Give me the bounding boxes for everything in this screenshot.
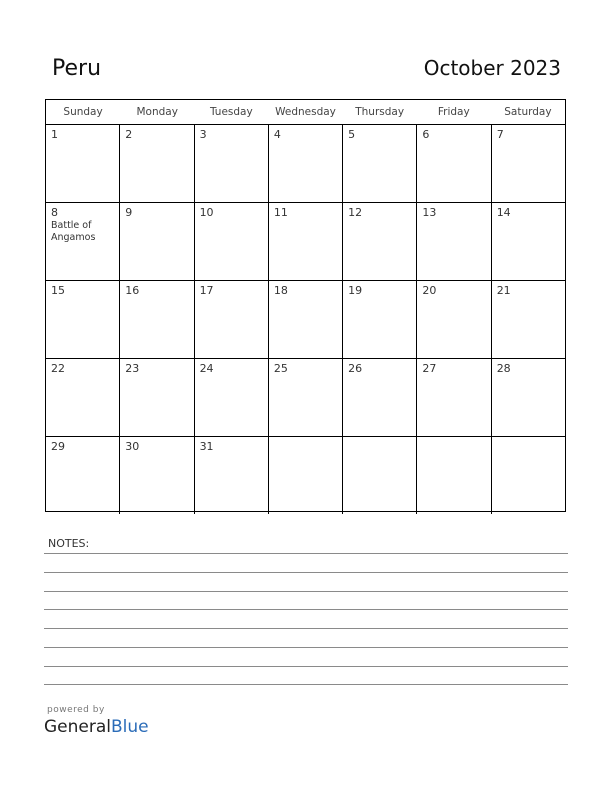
day-number: 10 <box>199 206 214 219</box>
weekday-header <box>46 100 565 125</box>
day-number: 16 <box>125 284 140 297</box>
day-number: 18 <box>273 284 288 297</box>
day-cell[interactable] <box>492 203 565 280</box>
week-row <box>46 203 565 281</box>
day-number: 11 <box>273 206 288 219</box>
note-line <box>44 684 568 685</box>
day-cell[interactable] <box>492 125 565 202</box>
country-title: Peru <box>52 56 102 81</box>
day-cell[interactable] <box>46 125 120 202</box>
day-number: 29 <box>51 440 65 453</box>
weekday-label: Monday <box>136 106 178 118</box>
day-number: 31 <box>199 440 214 453</box>
day-number: 12 <box>348 206 363 219</box>
month-year-title: October 2023 <box>423 56 561 80</box>
brand-blue: Blue <box>111 717 149 737</box>
week-row <box>46 281 565 359</box>
day-number: 3 <box>199 128 207 141</box>
day-number: 24 <box>199 362 214 375</box>
day-cell[interactable] <box>46 359 120 436</box>
powered-by-text: powered by <box>47 705 105 715</box>
day-cell[interactable] <box>195 281 269 358</box>
day-cell[interactable] <box>195 359 269 436</box>
day-cell[interactable] <box>492 437 565 514</box>
day-number: 17 <box>199 284 214 297</box>
day-cell[interactable] <box>269 437 343 514</box>
note-line <box>44 647 568 648</box>
day-cell[interactable] <box>343 125 417 202</box>
weekday-label: Tuesday <box>209 106 253 118</box>
day-cell[interactable] <box>269 125 343 202</box>
calendar-grid <box>45 99 566 512</box>
day-cell[interactable] <box>492 281 565 358</box>
day-cell[interactable] <box>120 203 194 280</box>
note-line <box>44 591 568 592</box>
day-cell[interactable] <box>46 437 120 514</box>
day-cell[interactable] <box>269 281 343 358</box>
day-number: 25 <box>273 362 288 375</box>
holiday-label: Battle of Angamos <box>51 220 96 243</box>
day-cell[interactable] <box>120 437 194 514</box>
day-number: 28 <box>496 362 511 375</box>
weekday-label: Friday <box>437 106 470 118</box>
day-cell[interactable] <box>195 125 269 202</box>
week-row <box>46 125 565 203</box>
day-number: 23 <box>125 362 140 375</box>
note-line <box>44 628 568 629</box>
day-cell[interactable] <box>120 125 194 202</box>
day-number: 30 <box>125 440 140 453</box>
generalblue-logo <box>44 717 149 737</box>
day-number: 7 <box>496 128 504 141</box>
day-number: 4 <box>273 128 281 141</box>
day-cell[interactable] <box>417 437 491 514</box>
weekday-label: Thursday <box>355 106 405 118</box>
day-number: 2 <box>125 128 133 141</box>
day-cell[interactable] <box>492 359 565 436</box>
day-number: 26 <box>348 362 363 375</box>
weekday-label: Sunday <box>63 106 103 118</box>
day-number: 9 <box>125 206 133 219</box>
day-number: 22 <box>51 362 65 375</box>
day-cell[interactable] <box>120 281 194 358</box>
note-line <box>44 553 568 554</box>
day-cell[interactable] <box>343 359 417 436</box>
day-cell[interactable] <box>46 281 120 358</box>
day-number: 27 <box>422 362 437 375</box>
day-cell[interactable] <box>343 281 417 358</box>
day-cell[interactable] <box>417 203 491 280</box>
day-cell[interactable] <box>343 203 417 280</box>
day-cell[interactable] <box>417 125 491 202</box>
day-cell[interactable] <box>417 281 491 358</box>
day-cell[interactable] <box>195 437 269 514</box>
day-number: 21 <box>496 284 511 297</box>
day-cell[interactable] <box>269 359 343 436</box>
day-cell[interactable] <box>195 203 269 280</box>
day-cell[interactable] <box>269 203 343 280</box>
week-row <box>46 359 565 437</box>
day-number: 19 <box>348 284 363 297</box>
note-line <box>44 609 568 610</box>
day-number: 14 <box>496 206 511 219</box>
day-cell[interactable] <box>46 203 120 280</box>
day-cell[interactable] <box>343 437 417 514</box>
day-number: 1 <box>51 128 58 141</box>
weekday-label: Saturday <box>504 106 552 118</box>
day-number: 20 <box>422 284 437 297</box>
note-line <box>44 666 568 667</box>
day-number: 15 <box>51 284 65 297</box>
day-number: 5 <box>348 128 356 141</box>
note-line <box>44 572 568 573</box>
day-cell[interactable] <box>120 359 194 436</box>
day-number: 6 <box>422 128 430 141</box>
day-number: 8 <box>51 206 58 219</box>
day-number: 13 <box>422 206 437 219</box>
brand-general: General <box>44 717 111 737</box>
day-cell[interactable] <box>417 359 491 436</box>
weekday-label: Wednesday <box>275 106 336 118</box>
notes-label: NOTES: <box>48 537 90 550</box>
week-row <box>46 437 565 514</box>
